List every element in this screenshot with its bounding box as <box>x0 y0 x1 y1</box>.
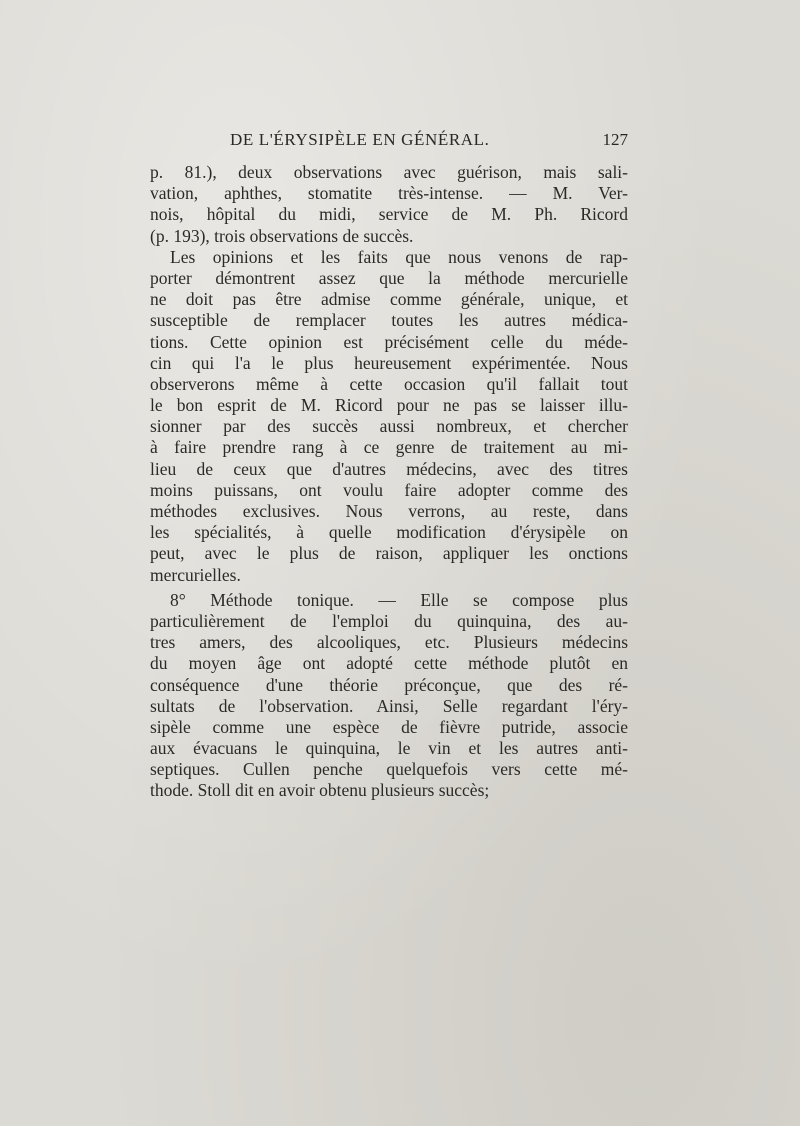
text-line: aux évacuans le quinquina, le vin et les autres anti- <box>150 738 628 759</box>
text-line: méthodes exclusives. Nous verrons, au reste, dans <box>150 501 628 521</box>
text-line: les spécialités, à quelle modification d'érysipèle on <box>150 522 628 543</box>
text-line: du moyen âge ont adopté cette méthode plutôt en <box>150 653 628 674</box>
text-line: conséquence d'une théorie préconçue, que des ré- <box>150 674 628 695</box>
text-line: sionner par des succès aussi nombreux, et chercher <box>150 416 628 437</box>
text-line: sultats de l'observation. Ainsi, Selle regardant l'éry- <box>150 695 628 716</box>
text-line: sipèle comme une espèce de fièvre putride, associe <box>150 716 628 737</box>
text-line: thode. Stoll dit en avoir obtenu plusieurs succès; <box>150 780 490 801</box>
text-line: susceptible de remplacer toutes les autres médica- <box>150 310 628 331</box>
text-line: porter démontrent assez que la méthode mercurielle <box>150 267 628 288</box>
text-line: observerons même à cette occasion qu'il fallait tout <box>150 373 628 394</box>
text-line: lieu de ceux que d'autres médecins, avec des titres <box>150 458 628 479</box>
running-title: DE L'ÉRYSIPÈLE EN GÉNÉRAL. <box>230 130 490 149</box>
text-line: peut, avec le plus de raison, appliquer les onctions <box>150 543 628 564</box>
text-line: nois, hôpital du midi, service de M. Ph. Ricord <box>150 204 628 225</box>
text-line: mercurielles. <box>150 564 241 585</box>
text-line: cin qui l'a le plus heureusement expérimentée. Nous <box>150 352 628 373</box>
text-line: 8° Méthode tonique. — Elle se compose plus <box>170 589 628 610</box>
page-number: 127 <box>602 130 628 149</box>
text-line: septiques. Cullen penche quelquefois vers cette mé- <box>150 759 628 780</box>
text-line: (p. 193), trois observations de succès. <box>150 225 414 246</box>
body-text <box>150 162 628 802</box>
text-line: vation, aphthes, stomatite très-intense. — M. Ver- <box>150 183 628 204</box>
text-line: moins puissans, ont voulu faire adopter comme des <box>150 479 628 500</box>
text-line: particulièrement de l'emploi du quinquina, des au- <box>150 610 628 631</box>
page-header <box>150 130 628 154</box>
text-line: tres amers, des alcooliques, etc. Plusieurs médecins <box>150 632 628 653</box>
text-line: Les opinions et les faits que nous venons de rap- <box>170 246 628 267</box>
text-line: le bon esprit de M. Ricord pour ne pas se laisser illu- <box>150 395 628 416</box>
text-line: ne doit pas être admise comme générale, unique, et <box>150 289 628 310</box>
text-line: p. 81.), deux observations avec guérison, mais sali- <box>150 162 628 182</box>
text-line: à faire prendre rang à ce genre de traitement au mi- <box>150 437 628 458</box>
text-line: tions. Cette opinion est précisément celle du méde- <box>150 331 628 352</box>
